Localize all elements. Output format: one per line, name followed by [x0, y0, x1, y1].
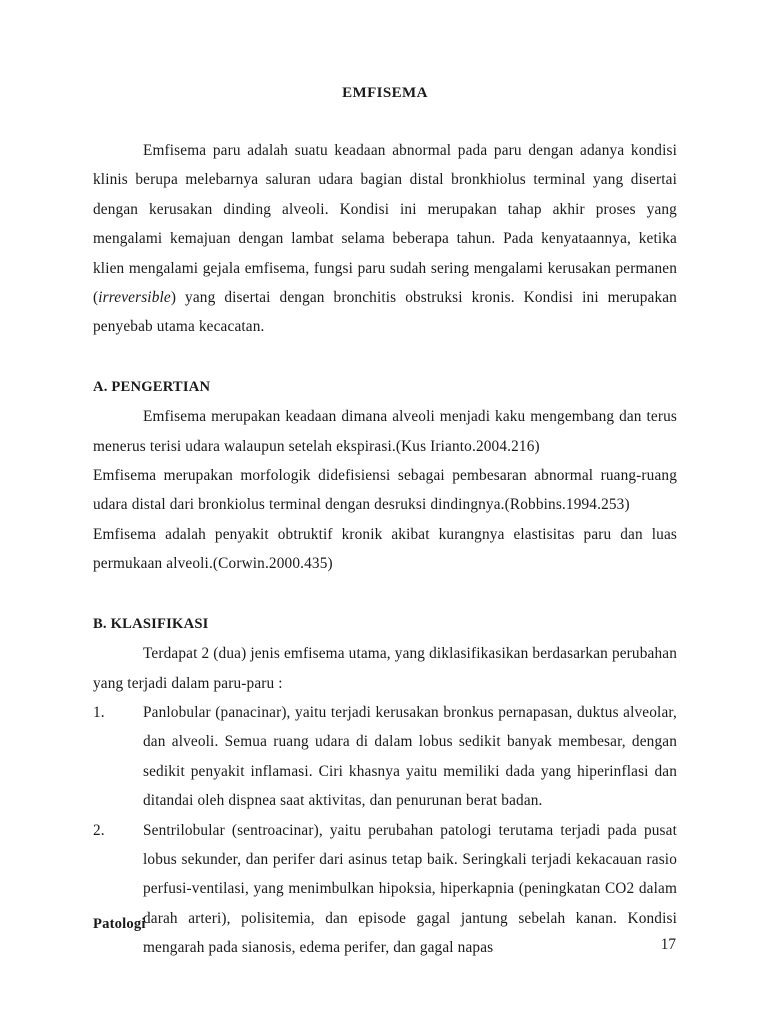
spacer	[93, 579, 677, 610]
list-item-marker: 2.	[93, 821, 105, 839]
pengertian-definition-1: Emfisema merupakan keadaan dimana alveoli menjadi kaku mengembang dan terus menerus terisi udara walaupun setelah ekspirasi.(Kus Irianto.2004.216)	[93, 408, 677, 455]
document-content	[93, 84, 677, 963]
section-heading-pengertian: A. PENGERTIAN	[93, 378, 211, 395]
list-item-text: Panlobular (panacinar), yaitu terjadi kerusakan bronkus pernapasan, duktus alveolar, dan alveoli. Semua ruang udara di dalam lobus sedikit banyak membesar, dengan sedikit penyakit inflamasi. Ciri khasnya yaitu memiliki dada yang hiperinflasi dan ditandai oleh dispnea saat aktivitas, dan penurunan berat badan.	[143, 703, 677, 810]
klasifikasi-intro: Terdapat 2 (dua) jenis emfisema utama, yang diklasifikasikan berdasarkan perubahan yang terjadi dalam paru-paru :	[93, 645, 677, 692]
section-pengertian-body	[93, 402, 677, 578]
intro-paragraph-tail: ) yang disertai dengan bronchitis obstruksi kronis. Kondisi ini merupakan penyebab utama kecacatan.	[93, 289, 677, 336]
page-title: EMFISEMA	[342, 85, 428, 101]
section-heading-klasifikasi: B. KLASIFIKASI	[93, 615, 209, 632]
intro-paragraph-italic-term: irreversible	[98, 289, 171, 307]
pengertian-definition-3: Emfisema adalah penyakit obtruktif kronik akibat kurangnya elastisitas paru dan luas permukaan alveoli.(Corwin.2000.435)	[93, 525, 677, 573]
list-item-marker: 1.	[93, 703, 105, 721]
footer-label: Patologi	[93, 916, 146, 932]
page-number: 17	[660, 936, 676, 953]
list-item-text: Sentrilobular (sentroacinar), yaitu perubahan patologi terutama terjadi pada pusat lobus sekunder, dan perifer dari asinus tetap baik. Seringkali terjadi kekacauan rasio perfusi-ventilasi, yang menimbulkan hipoksia, hiperkapnia (peningkatan CO2 dalam darah arteri), polisitemia, dan episode gagal jantung sebelah kanan. Kondisi mengarah pada sianosis, edema perifer, dan gagal napas	[143, 821, 677, 957]
intro-paragraph-head: Emfisema paru adalah suatu keadaan abnormal pada paru dengan adanya kondisi klinis berupa melebarnya saluran udara bagian distal bronkhiolus terminal yang disertai dengan kerusakan dinding alveoli. Kondisi ini merupakan tahap akhir proses yang mengalami kemajuan dengan lambat selama beberapa tahun. Pada kenyataannya, ketika klien mengalami gejala emfisema, fungsi paru sudah sering mengalami kerusakan permanen (	[93, 142, 677, 307]
klasifikasi-list	[93, 698, 677, 963]
spacer	[93, 342, 677, 373]
list-item	[93, 698, 677, 816]
pengertian-definition-2: Emfisema merupakan morfologik didefisiensi sebagai pembesaran abnormal ruang-ruang udara distal dari bronkiolus terminal dengan desruksi dindingnya.(Robbins.1994.253)	[93, 467, 677, 514]
intro-paragraph	[93, 136, 677, 342]
